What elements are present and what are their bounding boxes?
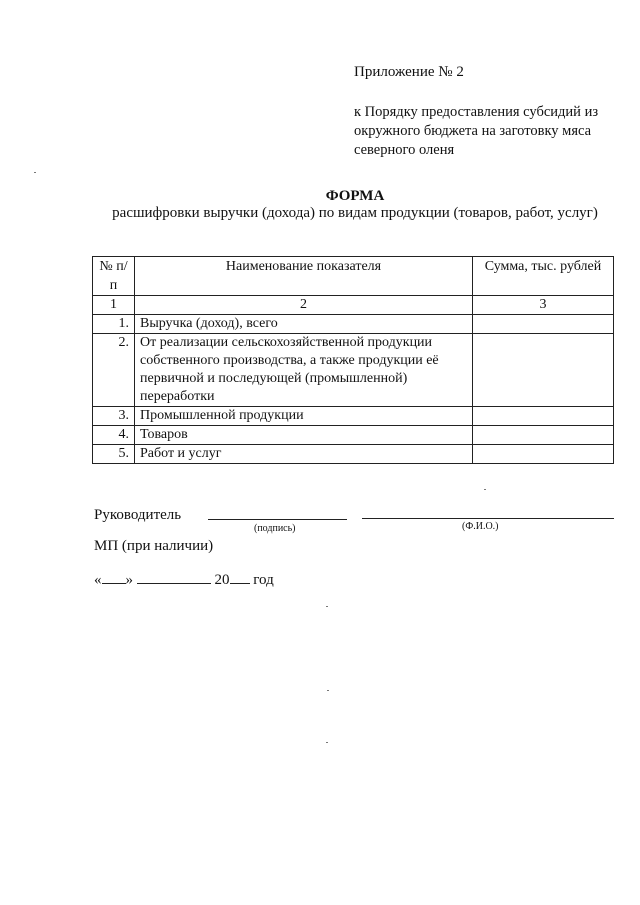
header-amount: Сумма, тыс. рублей xyxy=(473,257,614,296)
column-number-3: 3 xyxy=(473,296,614,315)
signature-line[interactable] xyxy=(208,519,347,520)
row-number: 2. xyxy=(93,334,135,407)
stamp-label: МП (при наличии) xyxy=(94,538,214,554)
signature-caption: (подпись) xyxy=(254,523,296,534)
row-name: Товаров xyxy=(135,426,473,445)
scan-speck xyxy=(34,172,36,173)
table-row xyxy=(93,334,614,407)
scan-speck xyxy=(327,690,329,691)
scan-speck xyxy=(326,742,328,743)
date-close-quote: » xyxy=(125,572,133,588)
year-blank[interactable] xyxy=(230,571,250,584)
full-name-caption: (Ф.И.О.) xyxy=(462,521,499,532)
row-amount-cell[interactable] xyxy=(473,445,614,464)
table-row xyxy=(93,315,614,334)
table-row xyxy=(93,407,614,426)
full-name-line[interactable] xyxy=(362,518,614,519)
date-open-quote: « xyxy=(94,572,102,588)
appendix-title: Приложение № 2 xyxy=(354,64,464,80)
head-label: Руководитель xyxy=(94,507,182,523)
row-name: От реализации сельскохозяйственной продукции собственного производства, а также продукции её первичной и последующей (промышленной) переработки xyxy=(135,334,473,407)
date-line xyxy=(94,571,274,589)
row-name: Работ и услуг xyxy=(135,445,473,464)
row-amount-cell[interactable] xyxy=(473,334,614,407)
column-number-2: 2 xyxy=(135,296,473,315)
table-row xyxy=(93,445,614,464)
form-title: ФОРМА xyxy=(325,188,385,204)
header-number: № п/п xyxy=(93,257,135,296)
row-amount-cell[interactable] xyxy=(473,426,614,445)
form-subtitle: расшифровки выручки (дохода) по видам продукции (товаров, работ, услуг) xyxy=(112,205,598,221)
table-row xyxy=(93,426,614,445)
row-number: 1. xyxy=(93,315,135,334)
row-number: 4. xyxy=(93,426,135,445)
table-column-numbers-row xyxy=(93,296,614,315)
row-number: 5. xyxy=(93,445,135,464)
year-prefix: 20 xyxy=(214,572,230,588)
month-blank[interactable] xyxy=(137,571,211,584)
header-indicator-name: Наименование показателя xyxy=(135,257,473,296)
year-suffix: год xyxy=(253,572,274,588)
row-name: Промышленной продукции xyxy=(135,407,473,426)
row-name: Выручка (доход), всего xyxy=(135,315,473,334)
scan-speck xyxy=(326,606,328,607)
day-blank[interactable] xyxy=(102,571,126,584)
row-amount-cell[interactable] xyxy=(473,407,614,426)
scan-speck xyxy=(484,489,486,490)
row-number: 3. xyxy=(93,407,135,426)
row-amount-cell[interactable] xyxy=(473,315,614,334)
appendix-reference: к Порядку предоставления субсидий из окружного бюджета на заготовку мяса северного оленя xyxy=(354,104,599,158)
revenue-breakdown-table xyxy=(92,256,614,464)
table-header-row xyxy=(93,257,614,296)
column-number-1: 1 xyxy=(93,296,135,315)
